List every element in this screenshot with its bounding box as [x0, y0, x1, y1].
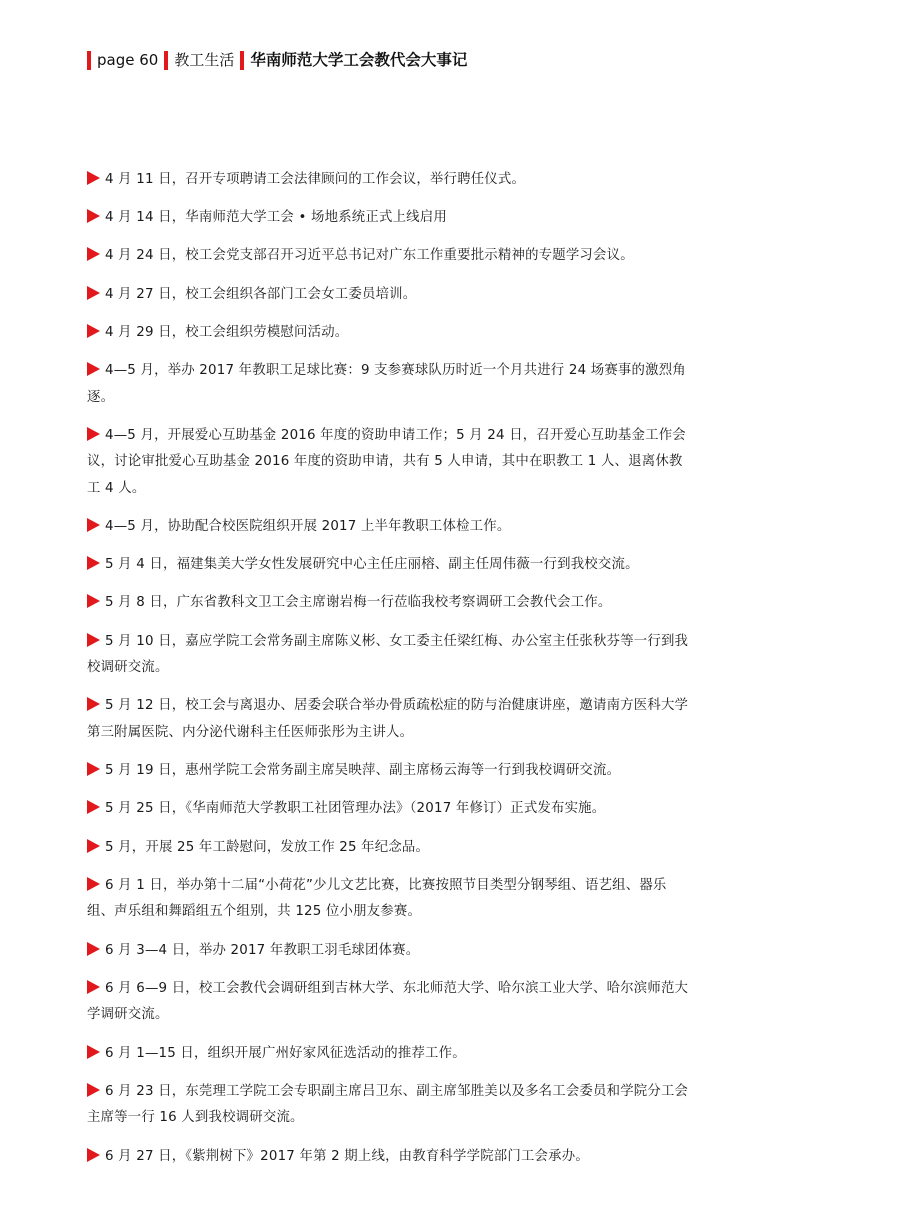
- red-triangle-arrow-icon: [87, 594, 100, 608]
- list-item-text: 6 月 3—4 日，举办 2017 年教职工羽毛球团体赛。: [105, 942, 420, 958]
- list-item: [87, 320, 693, 347]
- header-red-bar: [240, 51, 244, 70]
- red-triangle-arrow-icon: [87, 209, 100, 223]
- list-item-text: 5 月 19 日，惠州学院工会常务副主席吴映萍、副主席杨云海等一行到我校调研交流。: [105, 763, 621, 779]
- red-triangle-arrow-icon: [87, 362, 100, 376]
- list-item-text: 4 月 14 日，华南师范大学工会 • 场地系统正式上线启用: [105, 210, 447, 226]
- list-item: [87, 358, 693, 411]
- list-item-text: 5 月，开展 25 年工龄慰问，发放工作 25 年纪念品。: [105, 839, 430, 855]
- list-item-text: 6 月 6—9 日，校工会教代会调研组到吉林大学、东北师范大学、哈尔滨工业大学、哈尔滨师范大学调研交流。: [87, 980, 689, 1023]
- list-item-text: 6 月 1—15 日，组织开展广州好家风征选活动的推荐工作。: [105, 1045, 466, 1061]
- list-item-text: 4 月 24 日，校工会党支部召开习近平总书记对广东工作重要批示精神的专题学习会议。: [105, 248, 634, 264]
- list-item-text: 5 月 25 日，《华南师范大学教职工社团管理办法》（2017 年修订）正式发布实施。: [105, 801, 606, 817]
- list-item: [87, 1079, 693, 1132]
- red-triangle-arrow-icon: [87, 247, 100, 261]
- list-item: [87, 423, 693, 503]
- red-triangle-arrow-icon: [87, 324, 100, 338]
- list-item-text: 5 月 10 日，嘉应学院工会常务副主席陈义彬、女工委主任梁红梅、办公室主任张秋芬等一行到我校调研交流。: [87, 633, 689, 676]
- red-triangle-arrow-icon: [87, 980, 100, 994]
- list-item: [87, 693, 693, 746]
- list-item: [87, 590, 693, 617]
- list-item: [87, 552, 693, 579]
- list-item-text: 5 月 12 日，校工会与离退办、居委会联合举办骨质疏松症的防与治健康讲座，邀请南方医科大学第三附属医院、内分泌代谢科主任医师张彤为主讲人。: [87, 698, 689, 741]
- list-item: [87, 1144, 693, 1171]
- red-triangle-arrow-icon: [87, 518, 100, 532]
- list-item-text: 4 月 11 日，召开专项聘请工会法律顾问的工作会议，举行聘任仪式。: [105, 172, 526, 187]
- red-triangle-arrow-icon: [87, 171, 100, 185]
- list-item: [87, 835, 693, 862]
- red-triangle-arrow-icon: [87, 942, 100, 956]
- red-triangle-arrow-icon: [87, 1045, 100, 1059]
- list-item: [87, 976, 693, 1029]
- list-item: [87, 938, 693, 965]
- list-item: [87, 282, 693, 309]
- list-item: [87, 243, 693, 270]
- event-list: [87, 167, 693, 1182]
- list-item-text: 4 月 29 日，校工会组织劳模慰问活动。: [105, 324, 349, 340]
- list-item: [87, 629, 693, 682]
- list-item-text: 6 月 1 日，举办第十二届“小荷花”少儿文艺比赛，比赛按照节目类型分钢琴组、语艺组、器乐组、声乐组和舞蹈组五个组别，共 125 位小朋友参赛。: [87, 877, 667, 920]
- list-item-text: 5 月 8 日，广东省教科文卫工会主席谢岩梅一行莅临我校考察调研工会教代会工作。: [105, 595, 612, 611]
- list-item: [87, 873, 693, 926]
- list-item: [87, 796, 693, 823]
- list-item-text: 4—5 月，举办 2017 年教职工足球比赛：9 支参赛球队历时近一个月共进行 24 场赛事的激烈角逐。: [87, 362, 686, 405]
- red-triangle-arrow-icon: [87, 286, 100, 300]
- list-item: [87, 514, 693, 541]
- list-item-text: 4—5 月，协助配合校医院组织开展 2017 上半年教职工体检工作。: [105, 519, 511, 535]
- red-triangle-arrow-icon: [87, 633, 100, 647]
- list-item: [87, 167, 693, 194]
- list-item: [87, 1041, 693, 1068]
- list-item-text: 4—5 月，开展爱心互助基金 2016 年度的资助申请工作；5 月 24 日，召开爱心互助基金工作会议，讨论审批爱心互助基金 2016 年度的资助申请，共有 5 人申请，其中在职教工 1 人、退离休教工 4 人。: [87, 427, 686, 496]
- red-triangle-arrow-icon: [87, 762, 100, 776]
- red-triangle-arrow-icon: [87, 1083, 100, 1097]
- page-title: 华南师范大学工会教代会大事记: [250, 51, 468, 69]
- list-item: [87, 205, 693, 232]
- red-triangle-arrow-icon: [87, 697, 100, 711]
- header-red-bar: [164, 51, 168, 70]
- page-number: page 60: [97, 51, 159, 69]
- list-item-text: 6 月 23 日，东莞理工学院工会专职副主席吕卫东、副主席邹胜美以及多名工会委员和学院分工会主席等一行 16 人到我校调研交流。: [87, 1083, 689, 1126]
- list-item-text: 4 月 27 日，校工会组织各部门工会女工委员培训。: [105, 286, 417, 302]
- red-triangle-arrow-icon: [87, 556, 100, 570]
- section-name: 教工生活: [174, 51, 235, 69]
- red-triangle-arrow-icon: [87, 427, 100, 441]
- red-triangle-arrow-icon: [87, 839, 100, 853]
- page-header: [87, 49, 467, 71]
- list-item-text: 5 月 4 日，福建集美大学女性发展研究中心主任庄丽榕、副主任周伟薇一行到我校交流。: [105, 557, 639, 573]
- red-triangle-arrow-icon: [87, 800, 100, 814]
- header-red-bar: [87, 51, 91, 70]
- list-item: [87, 758, 693, 785]
- red-triangle-arrow-icon: [87, 877, 100, 891]
- red-triangle-arrow-icon: [87, 1148, 100, 1162]
- list-item-text: 6 月 27 日，《紫荆树下》2017 年第 2 期上线，由教育科学学院部门工会承办。: [105, 1148, 589, 1164]
